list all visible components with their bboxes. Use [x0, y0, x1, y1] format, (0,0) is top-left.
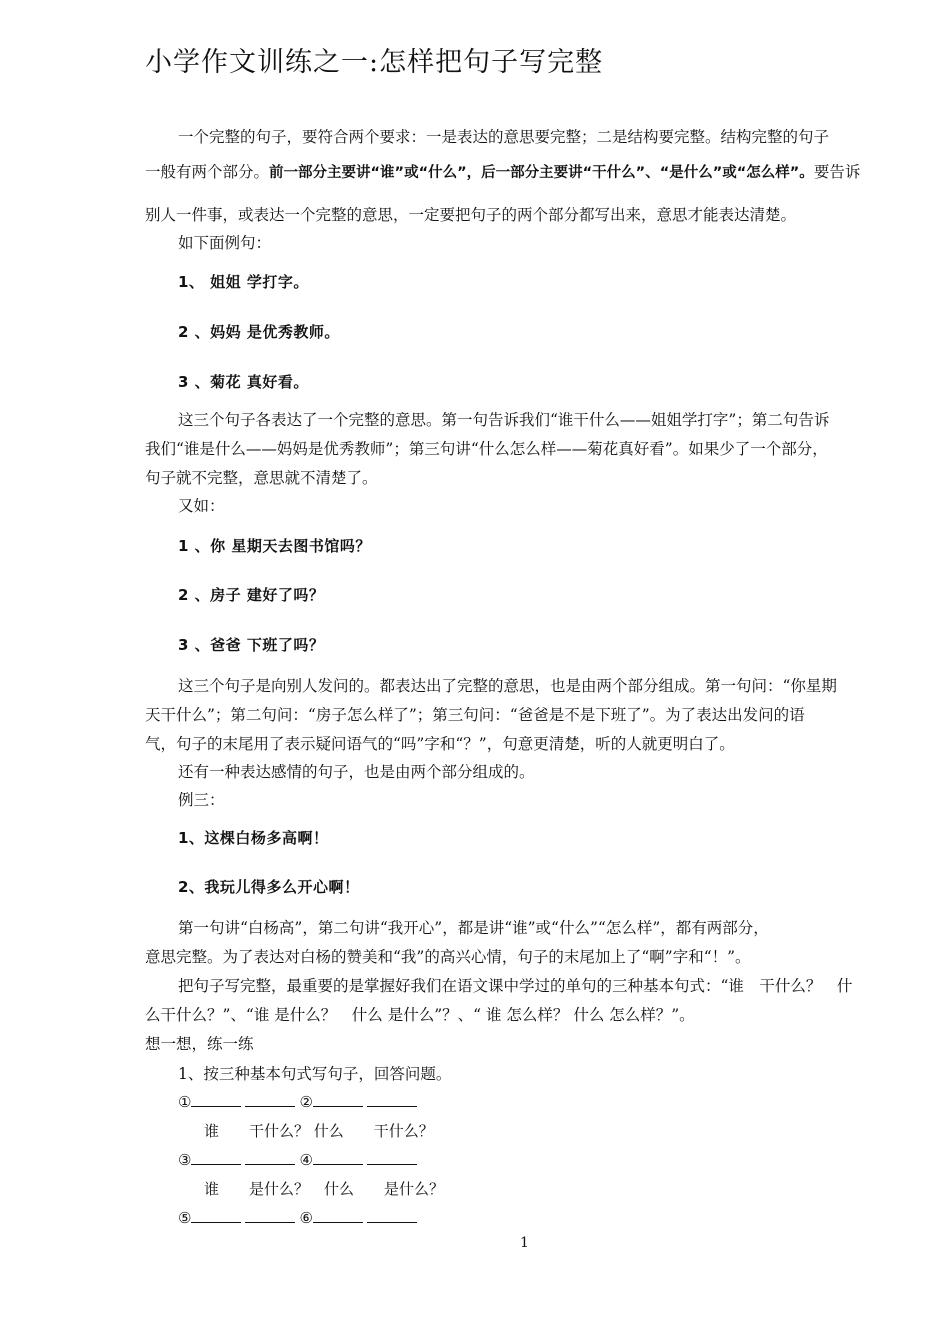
para1-line-2: 我们“谁是什么——妈妈是优秀教师”；第三句讲“什么怎么样——菊花真好看”。如果少了一个部分，	[145, 440, 828, 458]
blank-4a[interactable]	[313, 1150, 363, 1165]
example-2-2: 2 、房子 建好了吗？	[178, 586, 325, 604]
para1-line-3: 句子就不完整，意思就不清楚了。	[145, 469, 378, 487]
para4-line-1: 把句子写完整，最重要的是掌握好我们在语文课中学过的单句的三种基本句式：“谁 干什么？ 什	[178, 977, 853, 995]
para2-line-3: 气，句子的末尾用了表示疑问语气的“吗”字和“？”，句意更清楚，听的人就更明白了。	[145, 735, 735, 753]
para3-line-2: 意思完整。为了表达对白杨的赞美和“我”的高兴心情，句子的末尾加上了“啊”字和“！”。	[145, 948, 751, 966]
para1-line-1: 这三个句子各表达了一个完整的意思。第一句告诉我们“谁干什么——姐姐学打字”；第二句告诉	[178, 411, 830, 429]
marker-4: ④	[299, 1151, 313, 1169]
example-3-1: 1、这棵白杨多高啊！	[178, 829, 329, 847]
para1-line-4: 又如：	[178, 497, 225, 515]
blank-5a[interactable]	[191, 1208, 241, 1223]
page-number: 1	[520, 1235, 529, 1251]
intro-line-2-end: 要告诉	[813, 163, 861, 181]
blank-3b[interactable]	[245, 1150, 295, 1165]
practice-heading: 想一想，练一练	[145, 1035, 254, 1053]
practice-task: 1、按三种基本句式写句子，回答问题。	[178, 1065, 452, 1083]
para2-line-4: 还有一种表达感情的句子，也是由两个部分组成的。	[178, 763, 535, 781]
blank-1a[interactable]	[191, 1092, 241, 1107]
example-2-3: 3 、爸爸 下班了吗？	[178, 636, 325, 654]
para2-line-2: 天干什么”；第二句问：“房子怎么样了”；第三句问：“爸爸是不是下班了”。为了表达出发问的语	[145, 706, 805, 724]
para4-line-2: 么干什么？”、“谁 是什么？ 什么 是什么”？、“ 谁 怎么样？ 什么 怎么样？”。	[145, 1006, 695, 1024]
intro-line-4: 如下面例句：	[178, 234, 272, 252]
intro-line-2	[145, 161, 905, 184]
intro-line-1: 一个完整的句子，要符合两个要求：一是表达的意思要完整；二是结构要完整。结构完整的句子	[178, 128, 830, 146]
blank-6a[interactable]	[313, 1208, 363, 1223]
example-1-1: 1、 姐姐 学打字。	[178, 273, 309, 291]
example-1-3: 3 、菊花 真好看。	[178, 373, 309, 391]
example-2-1: 1 、你 星期天去图书馆吗？	[178, 537, 371, 555]
intro-line-2-start: 一般有两个部分。	[145, 163, 270, 181]
blank-1b[interactable]	[245, 1092, 295, 1107]
para3-line-1: 第一句讲“白杨高”，第二句讲“我开心”，都是讲“谁”或“什么”“怎么样”，都有两部分，	[178, 919, 769, 937]
blank-3a[interactable]	[191, 1150, 241, 1165]
label-row-2: 谁 是什么？ 什么 是什么？	[204, 1180, 445, 1198]
intro-line-2-bold: 前一部分主要讲“谁”或“什么”，后一部分主要讲“干什么”、“是什么”或“怎么样”。	[269, 165, 814, 181]
blank-4b[interactable]	[367, 1150, 417, 1165]
page-title: 小学作文训练之一:怎样把句子写完整	[145, 47, 604, 78]
intro-line-3: 别人一件事，或表达一个完整的意思，一定要把句子的两个部分都写出来，意思才能表达清楚。	[145, 206, 797, 224]
marker-3: ③	[178, 1151, 192, 1169]
example-3-2: 2、我玩儿得多么开心啊！	[178, 878, 360, 896]
para2-line-1: 这三个句子是向别人发问的。都表达出了完整的意思，也是由两个部分组成。第一句问：“你星期	[178, 677, 837, 695]
marker-5: ⑤	[178, 1209, 192, 1227]
blank-5b[interactable]	[245, 1208, 295, 1223]
answer-row-2	[178, 1150, 421, 1169]
marker-6: ⑥	[299, 1209, 313, 1227]
blank-6b[interactable]	[367, 1208, 417, 1223]
blank-2b[interactable]	[367, 1092, 417, 1107]
answer-row-3	[178, 1208, 421, 1227]
example-1-2: 2 、妈妈 是优秀教师。	[178, 323, 340, 341]
blank-2a[interactable]	[313, 1092, 363, 1107]
marker-1: ①	[178, 1093, 192, 1111]
answer-row-1	[178, 1092, 421, 1111]
para2-line-5: 例三：	[178, 791, 225, 809]
label-row-1: 谁 干什么？ 什么 干什么？	[204, 1122, 434, 1140]
marker-2: ②	[299, 1093, 313, 1111]
